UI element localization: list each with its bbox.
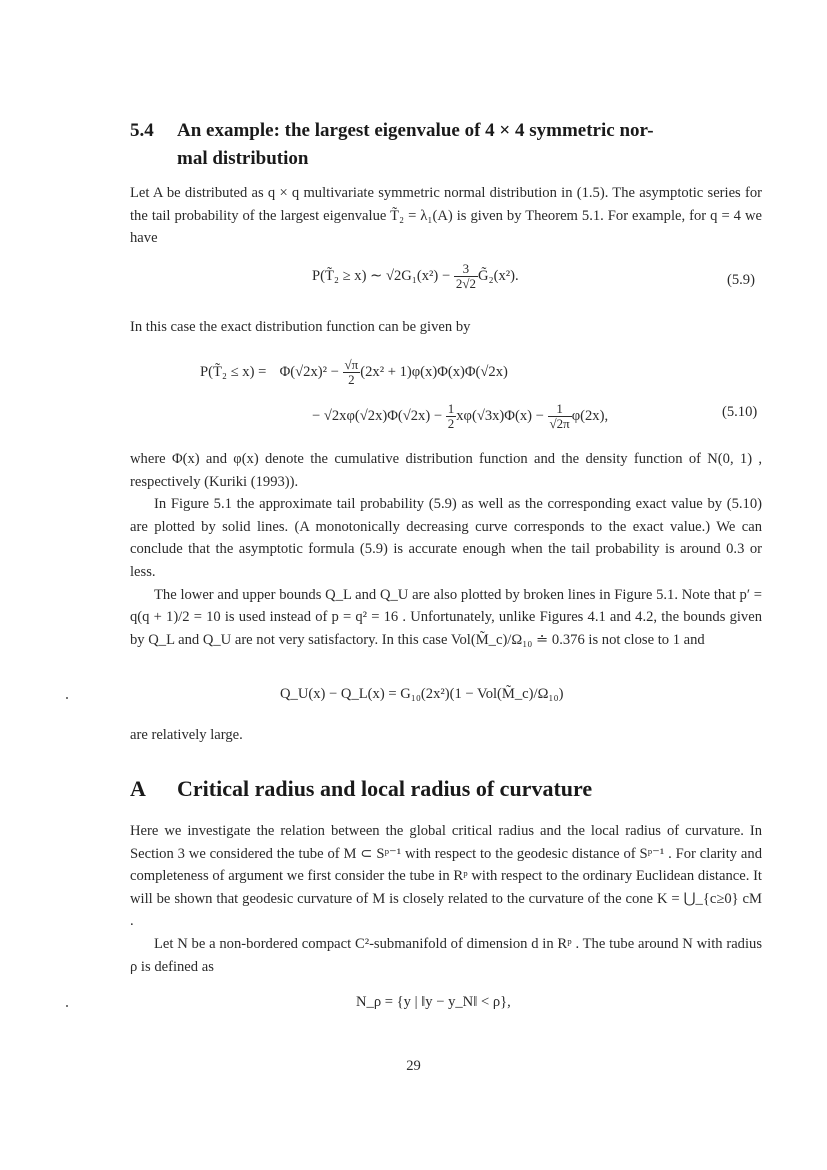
equation-label-5-10: (5.10) (722, 404, 758, 420)
fraction-denominator: √2π (549, 416, 570, 432)
equation-term: (2x² + 1)φ(x)Φ(x)Φ(√2x) (360, 364, 508, 381)
equation-fraction (446, 402, 457, 432)
equation-term: − √2xφ(√2x)Φ(√2x) − (312, 408, 446, 425)
equation-term: Φ(√2x)² − (279, 364, 343, 381)
equation-term: xφ(√3x)Φ(x) − (456, 408, 548, 425)
paragraph-text: Here we investigate the relation between the global critical radius and the local radius of curvature. In Section 3 we considered the tube of M ⊂ Sᵖ⁻¹ with respect to the geodesic distance of Sᵖ⁻¹ . For clarity and completeness of argument we first consider the tube in Rᵖ with respect to the ordinary Euclidean distance. It will be shown that geodesic curvature of M is closely related to the curvature of the cone K = ⋃_{c≥0} cM . (130, 823, 762, 930)
section-number: 5.4 (130, 120, 154, 141)
fraction-denominator: 2√2 (455, 276, 476, 292)
scan-speck (66, 697, 68, 699)
paragraph-where (130, 448, 762, 651)
equation-5-10-line-2 (312, 402, 608, 432)
paragraph-critical-radius (130, 820, 762, 978)
fraction-denominator: 2 (348, 372, 355, 388)
equation-fraction (548, 402, 572, 432)
equation-fraction (343, 358, 361, 388)
equation-bound-difference: Q_U(x) − Q_L(x) = G₁₀(2x²)(1 − Vol(M̃_c)/Ω₁₀) (280, 686, 564, 702)
equation-rhs: G̃₂(x²). (477, 268, 519, 285)
page-number: 29 (406, 1058, 421, 1074)
section-title-line-2: mal distribution (177, 148, 309, 169)
section-title: Critical radius and local radius of curvature (177, 776, 593, 801)
paragraph-text: The lower and upper bounds Q_L and Q_U are also plotted by broken lines in Figure 5.1. Note that p′ = q(q + 1)/2 = 10 is used instead of p = q² = 16 . Unfortunately, unlike Figures 4.1 and 4.2, the bounds given by Q_L and Q_U are not very satisfactory. In this case Vol(M̃_c)/Ω₁₀ ≐ 0.376 is not close to 1 and (130, 586, 762, 648)
equation-lhs: P(T̃₂ ≤ x) = (200, 364, 267, 381)
equation-5-9 (312, 262, 519, 292)
section-title-line-1: An example: the largest eigenvalue of 4 × 4 symmetric nor- (177, 120, 654, 141)
equation-label-5-9: (5.9) (727, 272, 755, 288)
equation-fraction (454, 262, 478, 292)
equation-lhs: P(T̃₂ ≥ x) ∼ √2G₁(x²) − (312, 268, 454, 285)
paragraph-text: where Φ(x) and φ(x) denote the cumulative distribution function and the density function of N(0, 1) , respectively (Kuriki (1993)). (130, 451, 762, 490)
paragraph-intro (130, 182, 762, 250)
section-number: A (130, 776, 146, 801)
fraction-denominator: 2 (447, 416, 455, 432)
paragraph-text: Let N be a non-bordered compact C²-submanifold of dimension d in Rᵖ . The tube around N with radius ρ is defined as (130, 935, 762, 975)
scan-speck (66, 1005, 68, 1007)
paragraph-exact (130, 316, 762, 339)
paragraph-text: In this case the exact distribution function can be given by (130, 319, 471, 335)
fraction-numerator: 3 (454, 262, 478, 277)
fraction-numerator: 1 (548, 402, 572, 417)
equation-tube: N_ρ = {y | ‖y − y_N‖ < ρ}, (356, 994, 511, 1010)
fraction-numerator: 1 (447, 401, 455, 416)
paragraph-text: Let A be distributed as q × q multivariate symmetric normal distribution in (1.5). The asymptotic series for the tail probability of the largest eigenvalue T̃₂ = λ₁(A) is given by Theorem 5.1. For example, for q = 4 we have (130, 185, 762, 247)
paragraph-text: are relatively large. (130, 727, 243, 743)
paragraph-text: In Figure 5.1 the approximate tail probability (5.9) as well as the corresponding exact value by (5.10) are plotted by solid lines. (A monotonically decreasing curve corresponds to the exact value.) We can conclude that the asymptotic formula (5.9) is accurate enough when the tail probability is around 0.3 or less. (130, 496, 762, 580)
paragraph-relatively-large (130, 724, 762, 747)
fraction-numerator: √π (344, 357, 359, 372)
equation-term: φ(2x), (571, 408, 609, 425)
equation-5-10-line-1 (200, 358, 508, 388)
